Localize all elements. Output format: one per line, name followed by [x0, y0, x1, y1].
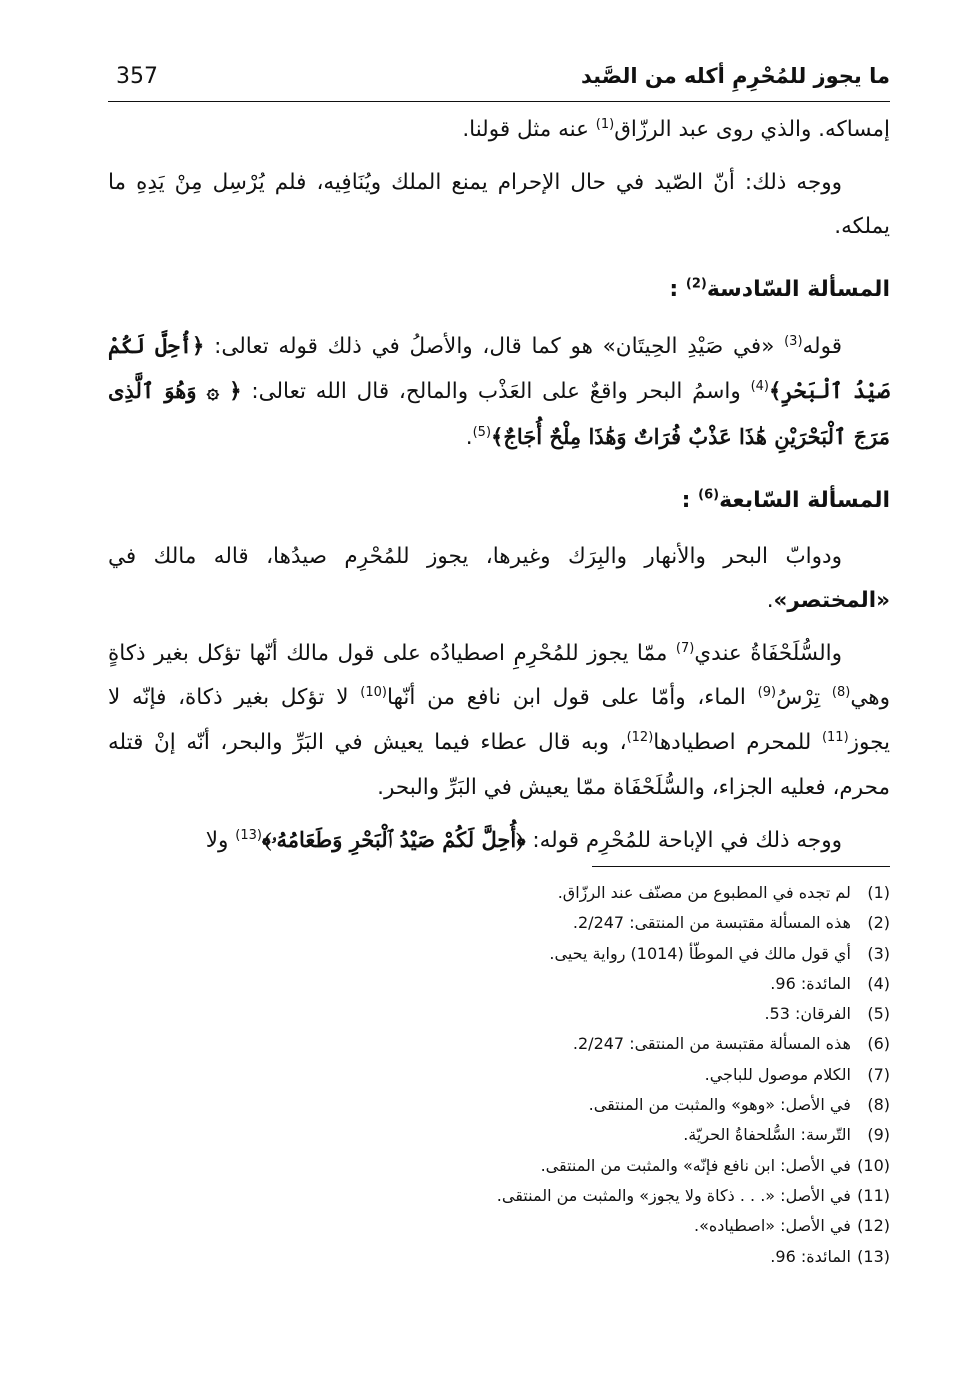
footnote-item	[380, 1211, 890, 1241]
heading-seventh-question	[108, 479, 890, 523]
footnote-rule	[592, 866, 890, 867]
heading-sixth-question	[108, 268, 890, 312]
footnote-number: (1)	[867, 883, 890, 902]
quran-verse-furqan: ﴿ ۞ وَهُوَ ٱلَّذِى مَرَجَ ٱلْبَحْرَيْنِ هَٰذَا عَذْبٌ فُرَاتٌ وَهَٰذَا مِلْحٌ أُجَاجٌ﴾	[108, 378, 890, 449]
footnote-ref-3: (3)	[784, 333, 803, 349]
footnote-item	[380, 1242, 890, 1272]
footnote-text: هذه المسألة مقتبسة من المنتقى: 2/247.	[572, 913, 851, 933]
footnote-number: (9)	[867, 1125, 890, 1145]
footnote-text: في الأصل: «. . . ذكاة ولا يجوز» والمثبت من المنتقى.	[496, 1185, 851, 1205]
footnote-ref-6: (6)	[698, 487, 720, 503]
book-title-mukhtasar: «المختصر»	[773, 588, 890, 614]
footnote-ref-9: (9)	[757, 685, 777, 701]
quran-verse-maidah-2: ﴿أُحِلَّ لَكُمْ صَيْدُ ٱلْبَحْرِ وَطَعَامُهُۥ﴾	[261, 827, 526, 853]
paragraph-3-text-d: .	[465, 424, 473, 450]
footnote-ref-12: (12)	[626, 729, 654, 745]
footnote-number: (2)	[867, 913, 890, 933]
footnote-ref-5: (5)	[472, 424, 492, 440]
main-text	[108, 108, 890, 864]
heading-seventh-text: المسألة السّابعة	[719, 487, 890, 513]
footnote-text: أي قول مالك في الموطّأ (1014) رواية يحيى.	[549, 943, 851, 963]
page-header	[108, 60, 890, 100]
footnote-item	[380, 1151, 890, 1181]
footnote-ref-4: (4)	[750, 379, 769, 395]
paragraph-4-text-c: .	[766, 588, 774, 614]
footnote-text: التّرسة: السُّلحفاةُ الحريّة.	[683, 1125, 851, 1145]
footnote-ref-11: (11)	[821, 729, 849, 745]
heading-seventh-colon: :	[681, 487, 691, 513]
footnote-number: (10)	[857, 1155, 890, 1175]
footnote-number: (8)	[867, 1095, 890, 1115]
paragraph-5-text-b: ممّا يجوز للمُحْرِمِ اصطيادُه على قول مالك أنّها تؤكل بغير ذكاةٍ وهي	[108, 640, 890, 711]
paragraph-1	[108, 108, 890, 153]
paragraph-3-text-c: واسمُ البحر واقعٌ على العَذْب والمالح، قال الله تعالى:	[241, 379, 751, 405]
paragraph-2: ووجه ذلك: أنّ الصّيد في حال الإحرام يمنع الملك ويُنَافِيه، فلم يُرْسِل مِنْ يَدِهِ ما يملكه.	[108, 169, 890, 240]
footnote-item	[380, 1029, 890, 1059]
footnote-text: المائدة: 96.	[770, 973, 851, 993]
heading-sixth-text: المسألة السّادسة	[706, 276, 890, 302]
footnote-ref-7: (7)	[675, 640, 695, 656]
paragraph-6	[108, 818, 890, 864]
footnote-item	[380, 908, 890, 938]
footnotes	[380, 878, 890, 1272]
footnote-text: في الأصل: «وهو» والمثبت من المنتقى.	[588, 1095, 851, 1115]
paragraph-1-text-a: إمساكه. والذي روى عبد الرزّاق	[614, 117, 890, 142]
footnote-number: (7)	[867, 1064, 890, 1084]
page-number: 357	[116, 64, 158, 89]
paragraph-5-text-f: للمحرم اصطيادها	[653, 729, 822, 755]
footnote-ref-2: (2)	[685, 276, 707, 292]
running-title: ما يجوز للمُحْرِمِ أكله من الصَّيد	[581, 64, 890, 88]
footnote-text: الفرقان: 53.	[764, 1004, 851, 1024]
paragraph-6-text-a: ووجه ذلك في الإباحة للمُحْرِم قوله:	[525, 828, 842, 854]
footnote-text: لم تجده في المطبوع من مصنّف عند الرزّاق.	[557, 883, 851, 902]
footnote-ref-8: (8)	[831, 685, 851, 701]
quran-verse-maidah: ﴿أُحِلَّ لَكُمْ صَيْدُ ٱلْبَحْرِ﴾	[108, 332, 890, 404]
paragraph-5-text-g: ، وبه قال عطاء فيما يعيش في البَرِّ والبحر، أنّه إنْ قتله محرم، فعليه الجزاء، والسُّلَحْفَاة ممّا يعيش في البَرِّ والبحر.	[108, 729, 890, 800]
footnote-item	[380, 1090, 890, 1120]
footnote-ref-1: (1)	[595, 116, 615, 132]
footnote-number: (13)	[857, 1246, 890, 1266]
paragraph-5-text-d: الماء، وأمّا على قول ابن نافع من أنّها	[386, 685, 758, 711]
paragraph-5-text-a: والسُّلَحْفَاةُ عندي	[694, 640, 843, 666]
footnote-number: (5)	[867, 1004, 890, 1024]
footnote-number: (3)	[867, 943, 890, 963]
footnote-text: في الأصل: «اصطياده».	[694, 1216, 851, 1236]
footnote-number: (4)	[867, 973, 890, 993]
footnote-text: الكلام موصول للباجي.	[704, 1064, 851, 1084]
paragraph-1-text-b: عنه مثل قولنا.	[462, 117, 596, 142]
heading-sixth-colon: :	[669, 276, 679, 302]
paragraph-4-text-a: ودوابّ البحر والأنهار والبِرَك وغيرها، يجوز للمُحْرِم صيدُها، قاله مالك في	[108, 543, 842, 569]
footnote-number: (12)	[857, 1216, 890, 1236]
paragraph-5-text-e: لا تؤكل بغير ذكاة، فإنّه لا يجوز	[108, 685, 891, 755]
footnote-ref-10: (10)	[360, 685, 387, 701]
paragraph-3-text-a: قوله	[802, 333, 842, 359]
footnote-item	[380, 999, 890, 1029]
footnote-number: (11)	[857, 1185, 890, 1205]
paragraph-4	[108, 535, 890, 624]
header-rule	[108, 101, 890, 102]
footnote-text: المائدة: 96.	[770, 1246, 851, 1266]
footnote-item	[380, 1181, 890, 1211]
paragraph-5-text-c: تِرْسُ	[776, 685, 832, 711]
footnote-item	[380, 1060, 890, 1090]
footnote-item	[380, 1120, 890, 1150]
paragraph-5	[108, 632, 890, 810]
footnote-item	[380, 969, 890, 999]
paragraph-3	[108, 324, 890, 461]
paragraph-6-text-b: ولا	[205, 828, 236, 854]
footnote-number: (6)	[867, 1034, 890, 1054]
footnote-ref-13: (13)	[235, 827, 262, 843]
footnote-text: في الأصل: ابن نافع فإنّه» والمثبت من المنتقى.	[540, 1155, 851, 1175]
footnote-item	[380, 939, 890, 969]
paragraph-3-text-b: «في صَيْدِ الحِيتَان» هو كما قال، والأصلُ في ذلك قوله تعالى:	[204, 333, 785, 359]
footnote-item	[380, 878, 890, 908]
footnote-text: هذه المسألة مقتبسة من المنتقى: 2/247.	[572, 1034, 851, 1054]
